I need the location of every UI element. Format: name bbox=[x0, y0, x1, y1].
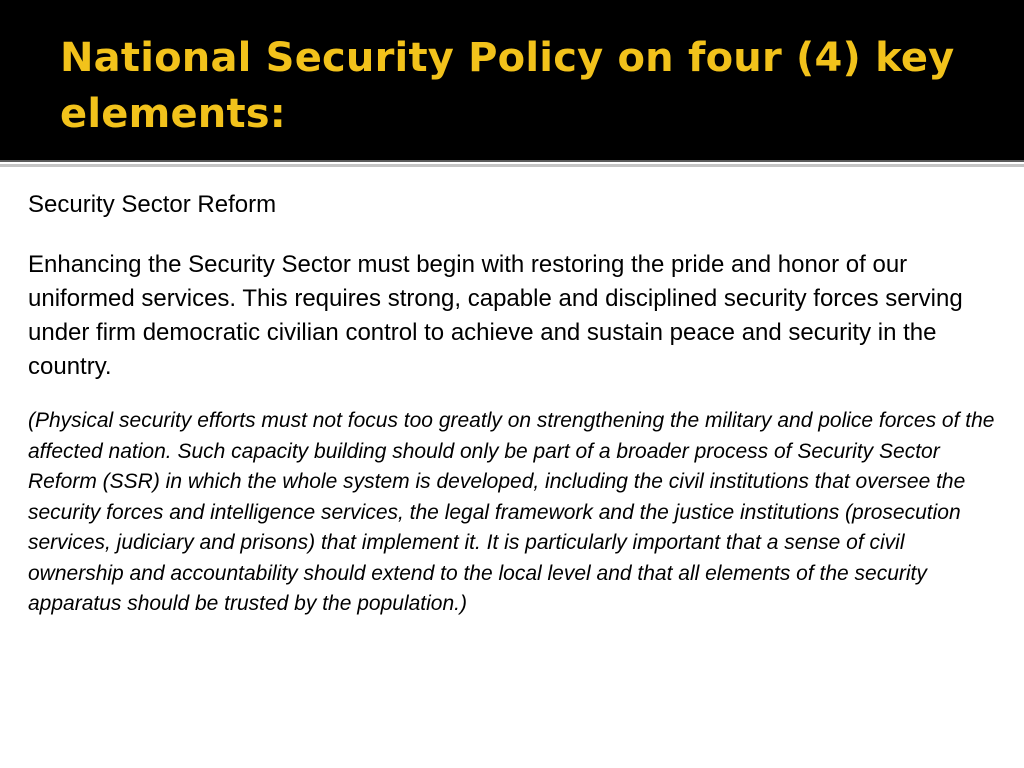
slide-content bbox=[28, 188, 1003, 620]
title-divider-light bbox=[0, 164, 1024, 167]
italic-note-paragraph: (Physical security efforts must not focus too greatly on strengthening the military and police forces of the affected nation. Such capacity building should only be part of a broader process of Security Sector Reform (SSR) in which the whole system is developed, including the civil institutions that oversee the security forces and intelligence services, the legal framework and the justice institutions (prosecution services, judiciary and prisons) that implement it. It is particularly important that a sense of civil ownership and accountability should extend to the local level and that all elements of the security apparatus should be trusted by the population.) bbox=[28, 409, 995, 615]
title-divider-dark bbox=[0, 160, 1024, 162]
body-paragraph: Enhancing the Security Sector must begin with restoring the pride and honor of our uniformed services. This requires strong, capable and disciplined security forces serving under firm democratic civilian control to achieve and sustain peace and security in the country. bbox=[28, 251, 963, 380]
section-heading: Security Sector Reform bbox=[28, 191, 277, 218]
slide-title: National Security Policy on four (4) key elements: bbox=[60, 35, 955, 137]
title-bar bbox=[0, 0, 1024, 160]
